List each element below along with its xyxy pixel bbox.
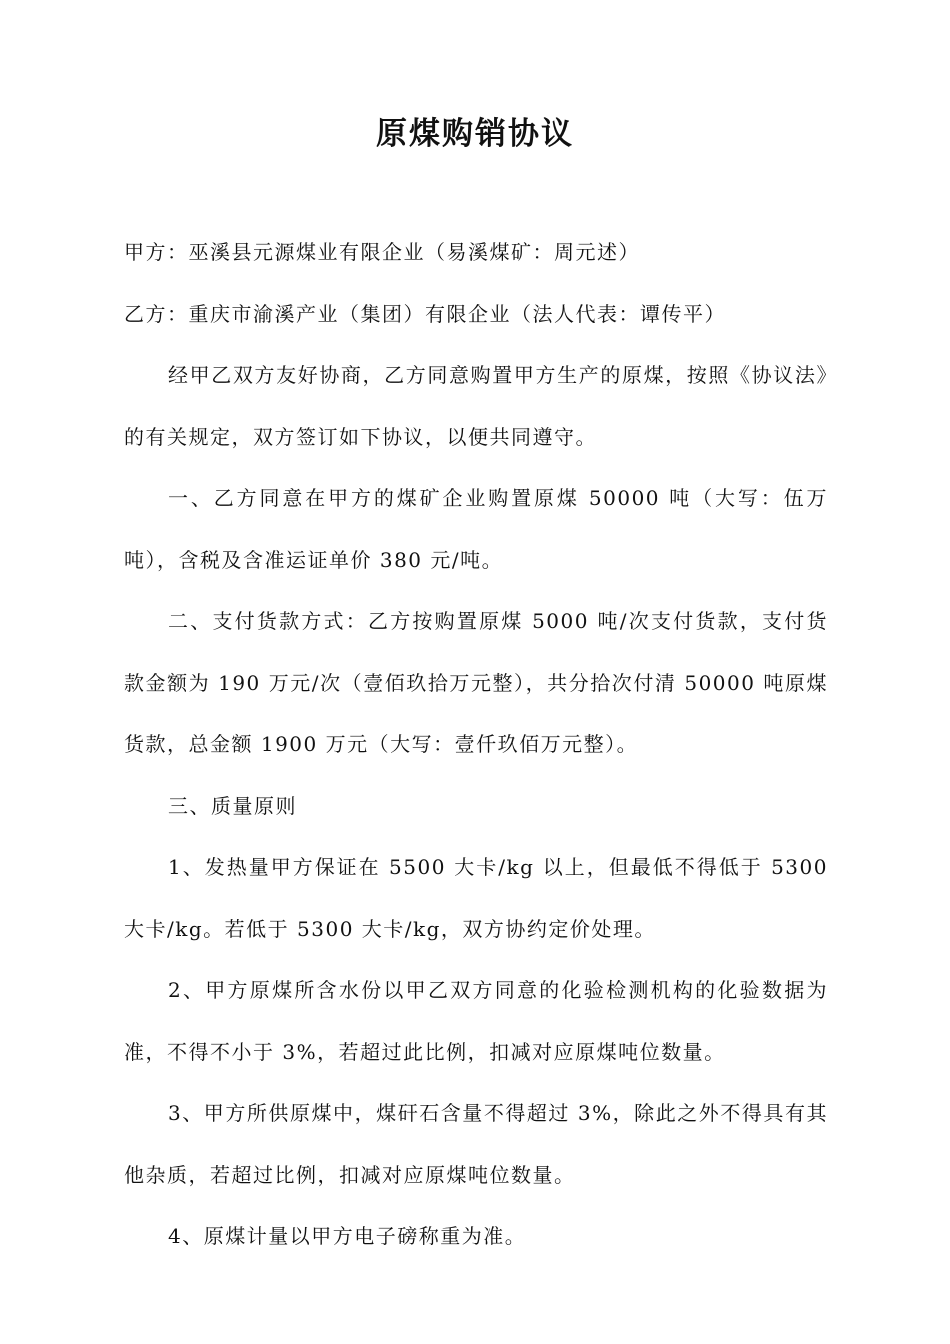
clause-one-paragraph: 一、乙方同意在甲方的煤矿企业购置原煤 50000 吨（大写：伍万吨），含税及含准运证单价 380 元/吨。 <box>124 486 828 572</box>
party-a-line: 甲方：巫溪县元源煤业有限企业（易溪煤矿：周元述） <box>124 240 640 264</box>
quality-item-4: 4、原煤计量以甲方电子磅称重为准。 <box>168 1224 527 1248</box>
clause-two-paragraph: 二、支付货款方式：乙方按购置原煤 5000 吨/次支付货款，支付货款金额为 190 万元/次（壹佰玖拾万元整），共分拾次付清 50000 吨原煤货款，总金额 1900 万元（大写：壹仟玖佰万元整）。 <box>124 609 828 756</box>
quality-item-3: 3、甲方所供原煤中，煤矸石含量不得超过 3%，除此之外不得具有其他杂质，若超过比例，扣减对应原煤吨位数量。 <box>124 1101 828 1187</box>
quality-item-1: 1、发热量甲方保证在 5500 大卡/kg 以上，但最低不得低于 5300 大卡/kg。若低于 5300 大卡/kg，双方协约定价处理。 <box>124 855 828 941</box>
quality-item-2: 2、甲方原煤所含水份以甲乙双方同意的化验检测机构的化验数据为准，不得不小于 3%，若超过此比例，扣减对应原煤吨位数量。 <box>124 978 828 1064</box>
document-body <box>124 222 828 1268</box>
party-b-line: 乙方：重庆市渝溪产业（集团）有限企业（法人代表：谭传平） <box>124 301 726 326</box>
clause-three-heading: 三、质量原则 <box>168 793 297 818</box>
document-title: 原煤购销协议 <box>376 116 574 152</box>
preamble-paragraph: 经甲乙双方友好协商，乙方同意购置甲方生产的原煤，按照《协议法》的有关规定，双方签订如下协议，以便共同遵守。 <box>124 363 828 449</box>
